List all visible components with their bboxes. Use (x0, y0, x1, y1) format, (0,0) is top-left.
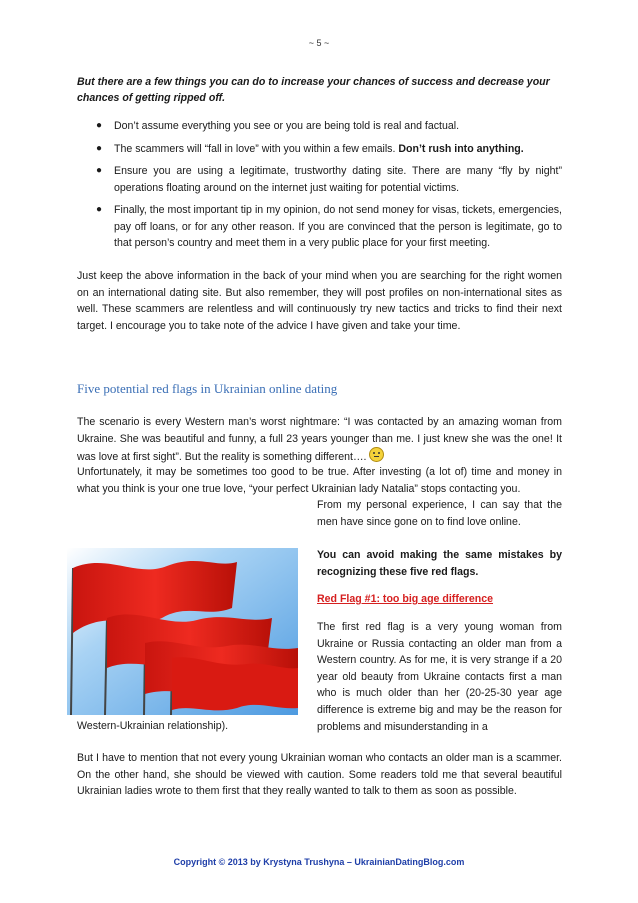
paragraph: The first red flag is a very young woman from Ukraine or Russia contacting an older man from a Western country. As for me, it is very strange if a 20 year old beauty from Ukraine contacts first a man who is much older than her (20-25-30 year age difference is extreme big and may be the reason for problems and misunderstanding in a (317, 621, 562, 733)
paragraph: From my personal experience, I can say that the men have since gone on to find love online. (317, 499, 562, 528)
page-number: ~ 5 ~ (308, 38, 330, 48)
sad-face-icon (369, 447, 384, 462)
paragraph: Unfortunately, it may be sometimes too good to be true. After investing (a lot of) time and money in what you think is your one true love, “your perfect Ukrainian lady Natalia” stops contacting you. (77, 466, 562, 495)
paragraph: You can avoid making the same mistakes by recognizing these five red flags. (317, 549, 562, 578)
bullet-icon: ● (96, 142, 103, 154)
copyright-footer: Copyright © 2013 by Krystyna Trushyna – UkrainianDatingBlog.com (173, 857, 465, 867)
intro-text: But there are a few things you can do to increase your chances of success and decrease your chances of getting ripped off. (77, 76, 550, 104)
tips-list (77, 118, 562, 258)
bullet-icon: ● (96, 165, 103, 176)
paragraph: But I have to mention that not every young Ukrainian woman who contacts an older man is a scammer. On the other hand, she should be viewed with caution. Some readers told me that several beautiful Ukrainian ladies wrote to them first that they really wanted to talk to them as soon as possible. (77, 752, 562, 798)
paragraph: Just keep the above information in the back of your mind when you are searching for the right women on an international dating site. But also remember, they will post profiles on non-international sites as well. These scammers are relentless and will continuously try new tactics and tricks to find their next target. I encourage you to take note of the advice I have given and take your time. (77, 270, 562, 332)
list-item: ● Ensure you are using a legitimate, trustworthy dating site. There are many “fly by night” operations floating around on the internet just waiting for potential victims. (96, 165, 562, 194)
red-flag-title: Red Flag #1: too big age difference (317, 593, 494, 605)
list-item: ● Finally, the most important tip in my opinion, do not send money for visas, tickets, emergencies, pay off loans, or for any other reason. If you are convinced that the person is legitimate, go to that person’s country and meet them in a very public place for your first meeting. (96, 204, 562, 249)
red-flags-image (67, 548, 298, 715)
paragraph: Western-Ukrainian relationship). (77, 720, 229, 732)
list-item: ● The scammers will “fall in love” with you within a few emails. Don’t rush into anything. (77, 141, 562, 158)
list-item: ● Don’t assume everything you see or you are being told is real and factual. (77, 118, 562, 135)
emphasis-text: Don’t rush into anything. (398, 142, 524, 155)
bullet-icon: ● (96, 120, 103, 131)
bullet-icon: ● (96, 204, 103, 215)
paragraph: The scenario is every Western man’s worst nightmare: “I was contacted by an amazing woman from Ukraine. She was beautiful and funny, a full 23 years younger than me. I just knew she was the one! It was love at first sight”. But the reality is something different…. (77, 416, 562, 464)
section-heading: Five potential red flags in Ukrainian online dating (77, 381, 338, 396)
